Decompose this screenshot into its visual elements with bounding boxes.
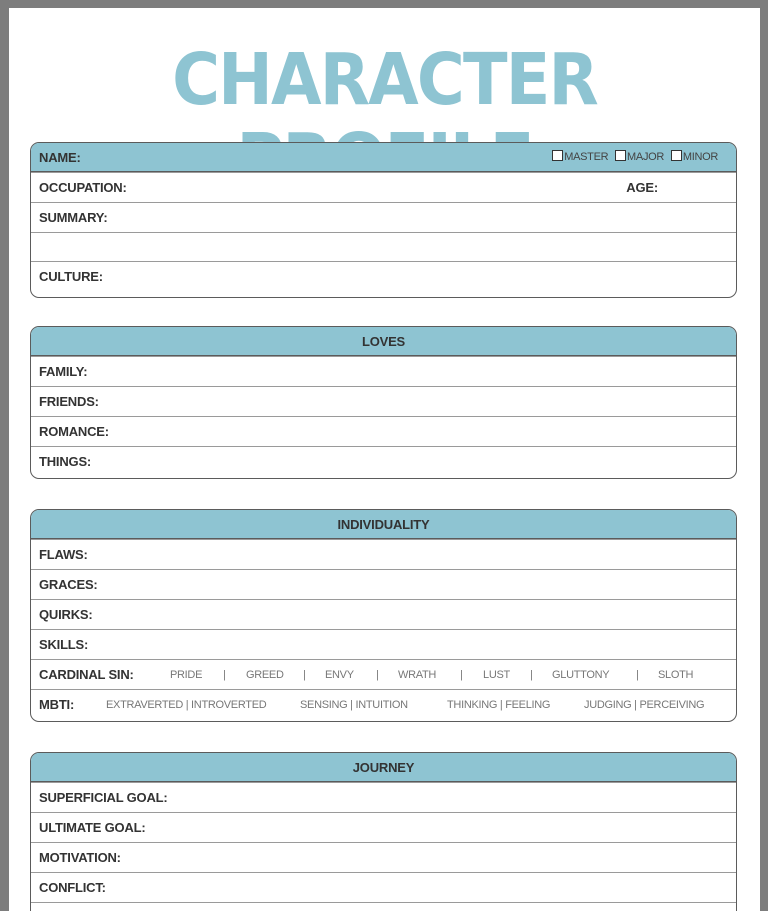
master-checkbox[interactable]: MASTER — [552, 151, 608, 163]
cardinal-sin-row — [31, 659, 736, 689]
occupation-row[interactable] — [31, 172, 736, 202]
worksheet-page — [9, 8, 760, 911]
sin-separator: | — [376, 669, 379, 681]
mbti-option-ei[interactable]: EXTRAVERTED | INTROVERTED — [106, 699, 267, 711]
mbti-option-tf[interactable]: THINKING | FEELING — [447, 699, 551, 711]
romance-row[interactable]: ROMANCE: — [31, 416, 736, 446]
sin-option-wrath[interactable]: WRATH — [398, 669, 437, 681]
ultimate-goal-row[interactable]: ULTIMATE GOAL: — [31, 812, 736, 842]
family-row[interactable]: FAMILY: — [31, 356, 736, 386]
mbti-option-jp[interactable]: JUDGING | PERCEIVING — [584, 699, 705, 711]
mbti-row — [31, 689, 736, 719]
individuality-section — [30, 509, 737, 722]
major-checkbox[interactable]: MAJOR — [615, 151, 664, 163]
sin-separator: | — [303, 669, 306, 681]
cardinal-sin-label: CARDINAL SIN: — [39, 667, 134, 682]
sin-option-envy[interactable]: ENVY — [325, 669, 354, 681]
individuality-header: INDIVIDUALITY — [31, 510, 736, 539]
minor-checkbox[interactable]: MINOR — [671, 151, 718, 163]
sin-separator: | — [460, 669, 463, 681]
summary-continuation-row[interactable] — [31, 232, 736, 261]
loves-header: LOVES — [31, 327, 736, 356]
checkbox-icon — [615, 150, 626, 161]
loves-section — [30, 326, 737, 479]
sin-option-sloth[interactable]: SLOTH — [658, 669, 694, 681]
superficial-goal-row[interactable]: SUPERFICIAL GOAL: — [31, 782, 736, 812]
conflict-row[interactable]: CONFLICT: — [31, 872, 736, 902]
name-row — [31, 143, 736, 172]
name-label: NAME: — [39, 150, 81, 165]
age-label: AGE: — [626, 180, 658, 195]
culture-row[interactable] — [31, 261, 736, 291]
sin-separator: | — [223, 669, 226, 681]
summary-row[interactable] — [31, 202, 736, 232]
checkbox-icon — [671, 150, 682, 161]
quirks-row[interactable]: QUIRKS: — [31, 599, 736, 629]
sin-option-gluttony[interactable]: GLUTTONY — [552, 669, 610, 681]
sin-option-pride[interactable]: PRIDE — [170, 669, 203, 681]
sin-option-lust[interactable]: LUST — [483, 669, 510, 681]
culture-label: CULTURE: — [39, 269, 103, 284]
journey-section — [30, 752, 737, 911]
skills-row[interactable]: SKILLS: — [31, 629, 736, 659]
occupation-label: OCCUPATION: — [39, 180, 127, 195]
graces-row[interactable]: GRACES: — [31, 569, 736, 599]
journey-header: JOURNEY — [31, 753, 736, 782]
profile-section — [30, 142, 737, 298]
friends-row[interactable]: FRIENDS: — [31, 386, 736, 416]
mbti-options — [31, 690, 736, 719]
sin-separator: | — [530, 669, 533, 681]
mbti-label: MBTI: — [39, 697, 75, 712]
page-title: CHARACTER — [172, 38, 597, 121]
mbti-option-sn[interactable]: SENSING | INTUITION — [300, 699, 408, 711]
cardinal-sin-options — [31, 660, 736, 689]
sin-option-greed[interactable]: GREED — [246, 669, 284, 681]
motivation-row[interactable]: MOTIVATION: — [31, 842, 736, 872]
flaws-row[interactable]: FLAWS: — [31, 539, 736, 569]
summary-label: SUMMARY: — [39, 210, 108, 225]
sin-separator: | — [636, 669, 639, 681]
journey-extra-row[interactable] — [31, 902, 736, 911]
things-row[interactable]: THINGS: — [31, 446, 736, 476]
checkbox-icon — [552, 150, 563, 161]
role-checkboxes — [548, 143, 718, 172]
